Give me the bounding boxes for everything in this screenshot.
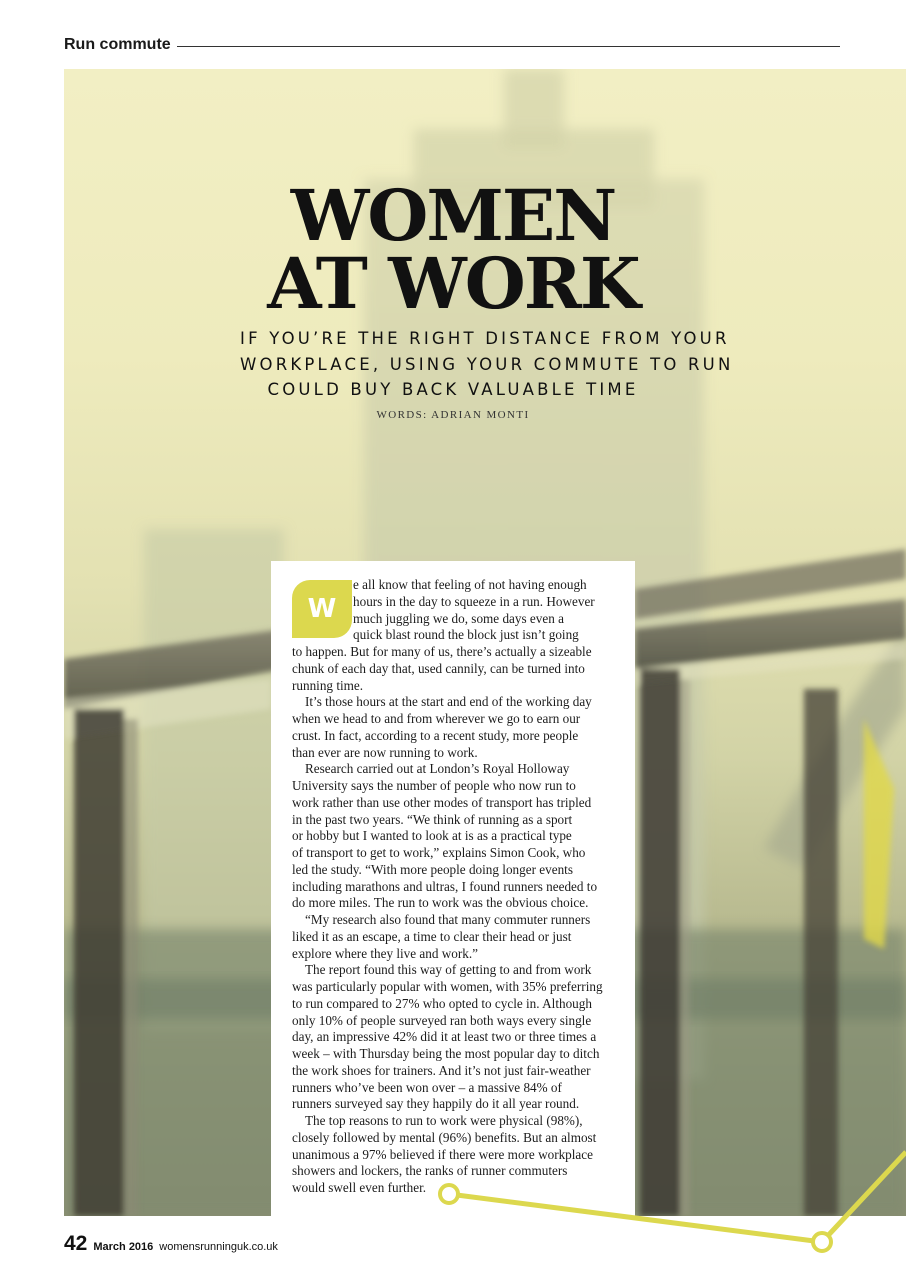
issue-date: March 2016 bbox=[93, 1241, 154, 1253]
page-footer bbox=[64, 1232, 278, 1256]
standfirst-line-2: WORKPLACE, USING YOUR COMMUTE TO RUN bbox=[240, 354, 734, 374]
page-number: 42 bbox=[64, 1232, 88, 1255]
article-line: do more miles. The run to work was the obvious choice. bbox=[292, 895, 589, 911]
section-label: Run commute bbox=[64, 36, 171, 53]
standfirst-line-3: COULD BUY BACK VALUABLE TIME bbox=[267, 380, 639, 399]
article-line: than ever are now running to work. bbox=[292, 744, 478, 760]
article-line: day, an impressive 42% did it at least two or three times a bbox=[292, 1029, 597, 1045]
article-line: running time. bbox=[292, 677, 364, 693]
article-line: the work shoes for trainers. And it’s not just fair-weather bbox=[292, 1062, 591, 1078]
article-line: The report found this way of getting to and from work bbox=[305, 962, 592, 978]
drop-cap-letter: W bbox=[307, 594, 337, 624]
byline: WORDS: ADRIAN MONTI bbox=[376, 409, 530, 421]
article-line: led the study. “With more people doing longer events bbox=[292, 861, 573, 877]
article-line: explore where they live and work.” bbox=[292, 945, 479, 961]
article-line: when we head to and from wherever we go to earn our bbox=[292, 711, 581, 726]
article-line: to run compared to 27% who opted to cycle in. Although bbox=[292, 995, 592, 1011]
article-line: chunk of each day that, used cannily, can be turned into bbox=[292, 660, 585, 676]
article-line: “My research also found that many commuter runners bbox=[305, 912, 591, 927]
article-line: week – with Thursday being the most popular day to ditch bbox=[292, 1046, 600, 1061]
article-line: only 10% of people surveyed ran both ways every single bbox=[292, 1012, 592, 1028]
article-line: runners who’ve been won over – a massive 84% of bbox=[292, 1079, 562, 1095]
article-line: crust. In fact, according to a recent study, more people bbox=[292, 727, 579, 743]
article-line: unanimous a 97% believed if there were more workplace bbox=[292, 1146, 593, 1162]
article-line: including marathons and ultras, I found runners needed to bbox=[292, 878, 598, 894]
article-line: University says the number of people who now run to bbox=[292, 778, 576, 793]
article-line: much juggling we do, some days even a bbox=[353, 610, 564, 626]
article-line: to happen. But for many of us, there’s actually a sizeable bbox=[292, 644, 592, 659]
article-line: It’s those hours at the start and end of the working day bbox=[305, 694, 592, 710]
article-line: closely followed by mental (96%) benefits. But an almost bbox=[292, 1129, 597, 1145]
website: womensrunninguk.co.uk bbox=[159, 1241, 278, 1253]
article-line: hours in the day to squeeze in a run. However bbox=[353, 593, 595, 609]
article-line: showers and lockers, the ranks of runner commuters bbox=[292, 1163, 568, 1179]
article-line: runners surveyed say they happily do it all year round. bbox=[292, 1096, 580, 1112]
article-line: of transport to get to work,” explains Simon Cook, who bbox=[292, 845, 586, 860]
standfirst-line-1: IF YOU’RE THE RIGHT DISTANCE FROM YOUR bbox=[240, 329, 730, 348]
route-stop-marker bbox=[813, 1233, 831, 1251]
article-line: The top reasons to run to work were physical (98%), bbox=[305, 1113, 583, 1128]
headline-line-2: AT WORK bbox=[267, 242, 639, 325]
article-line: was particularly popular with women, with 35% preferring bbox=[292, 979, 603, 994]
article-line: would swell even further. bbox=[292, 1180, 427, 1195]
article-line: Research carried out at London’s Royal Holloway bbox=[305, 761, 570, 777]
article-line: or hobby but I wanted to look at is as a practical type bbox=[292, 828, 572, 844]
headline-line-1: WOMEN bbox=[290, 174, 616, 257]
article-line: in the past two years. “We think of running as a sport bbox=[292, 811, 573, 827]
article-line: liked it as an escape, a time to clear their head or just bbox=[292, 928, 572, 944]
article-line: quick blast round the block just isn’t going bbox=[353, 627, 579, 643]
article-line: e all know that feeling of not having enough bbox=[353, 577, 587, 592]
article-line: work rather than use other modes of transport has tripled bbox=[292, 794, 592, 810]
route-stop-marker bbox=[440, 1185, 458, 1203]
